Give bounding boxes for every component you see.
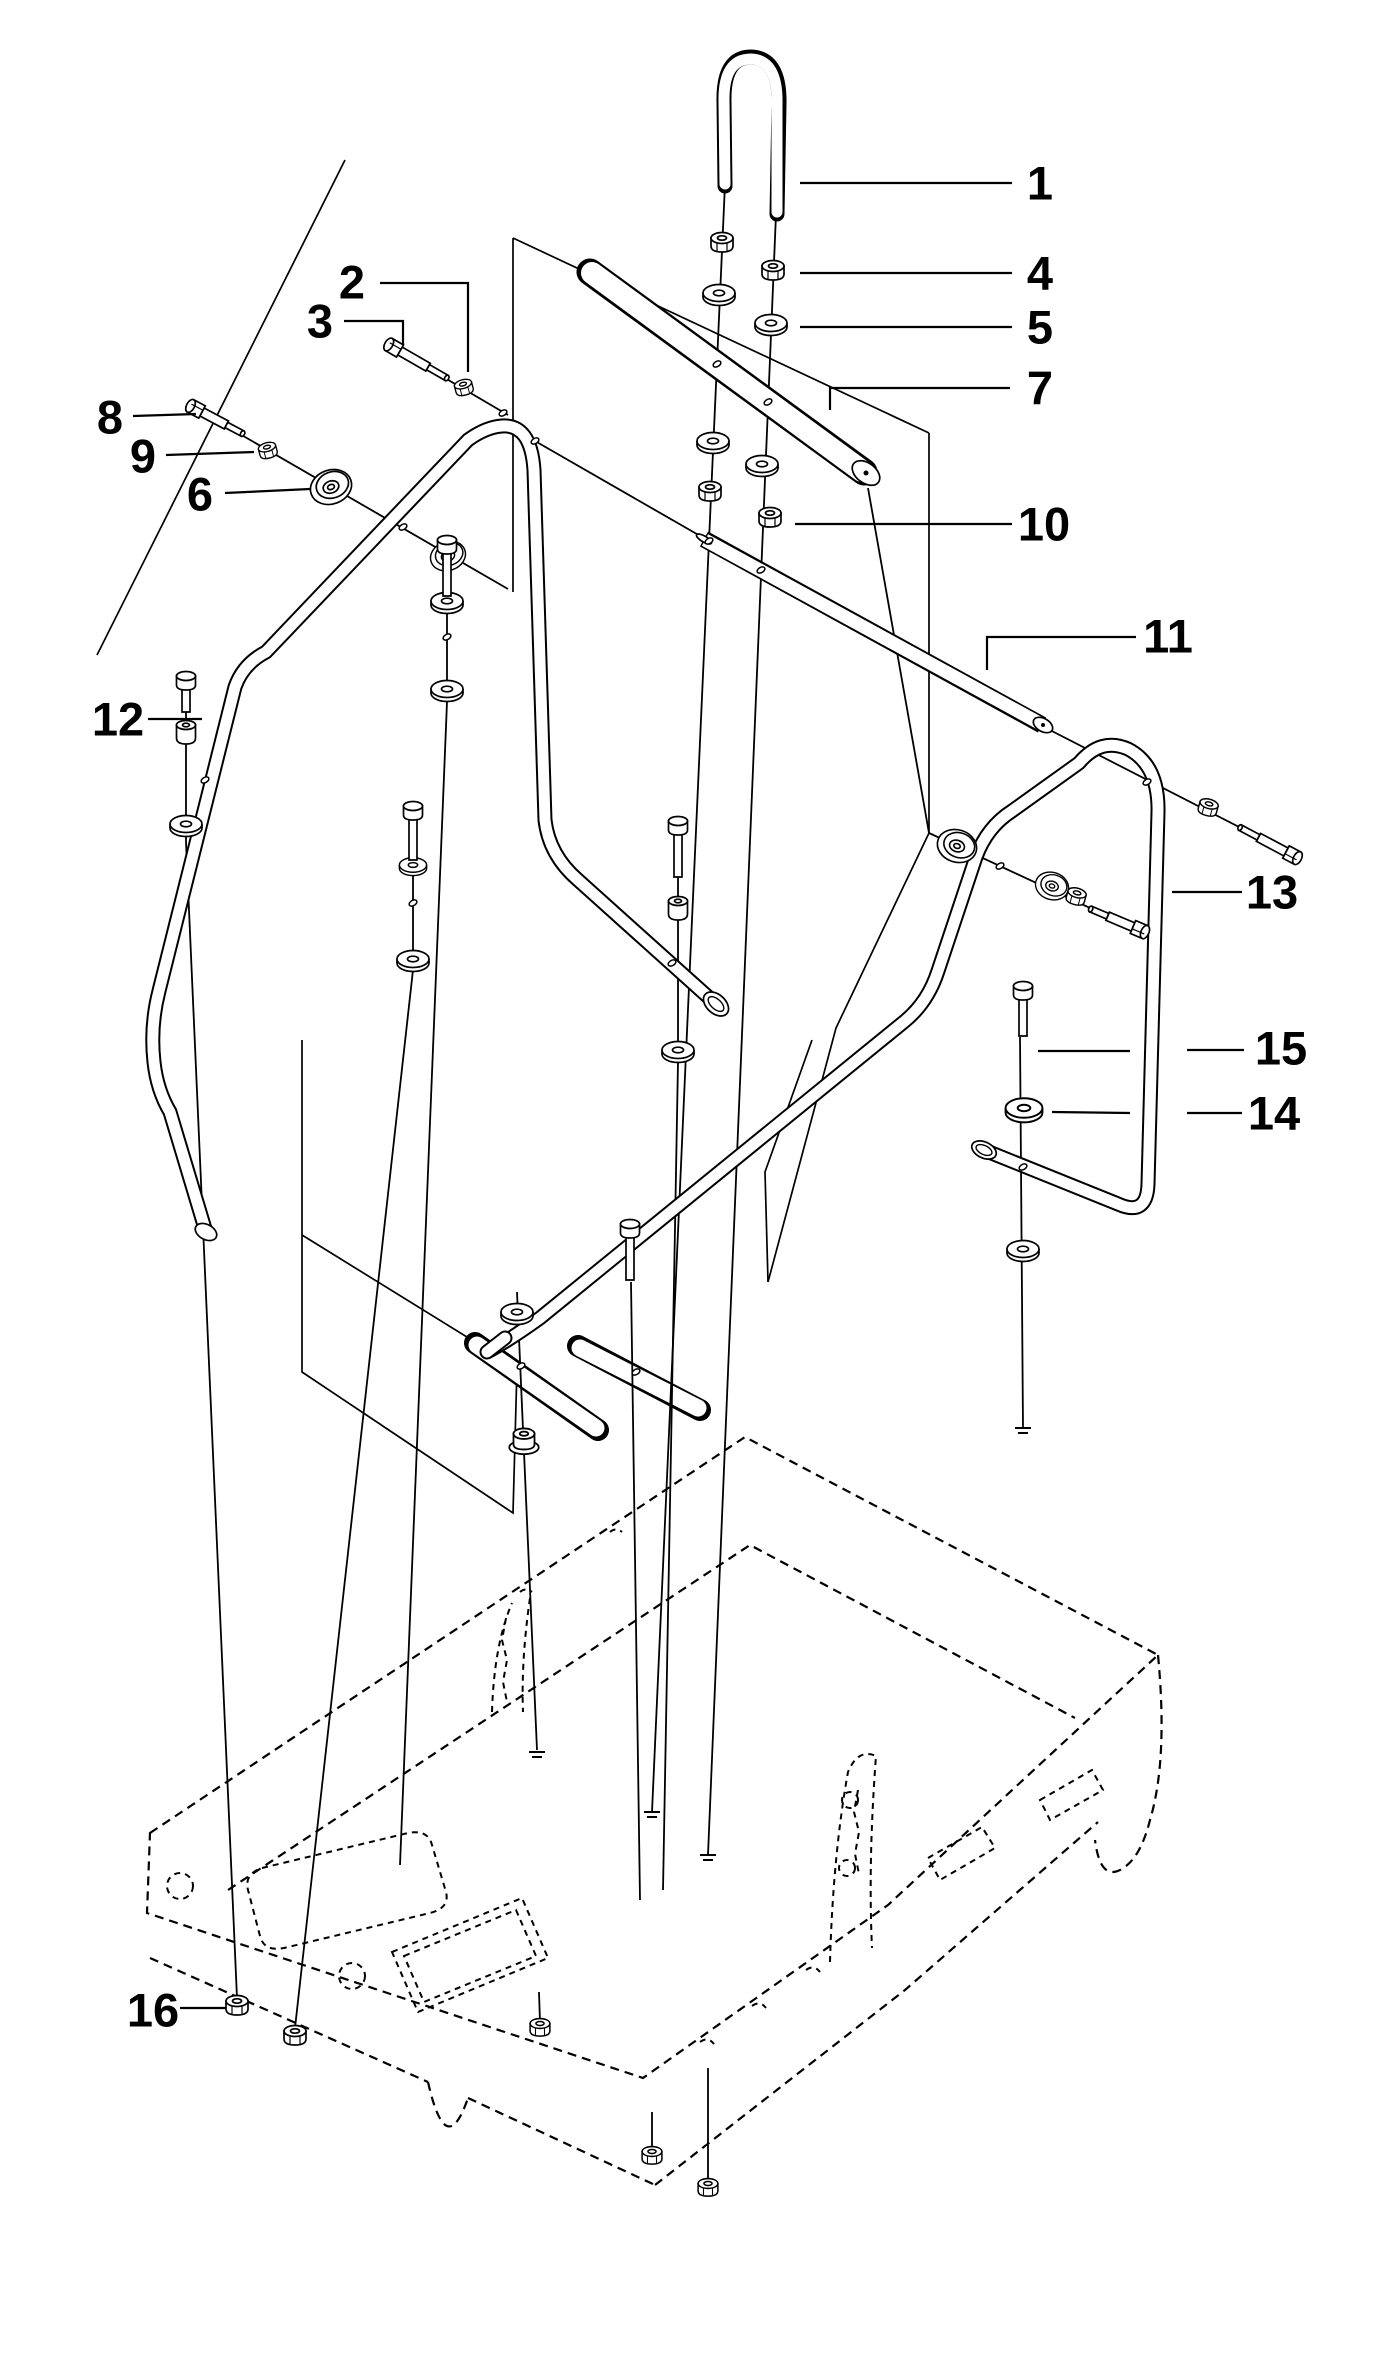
chassis-bracket-left: [492, 1598, 530, 1712]
callout-label-16: 16: [126, 1983, 180, 2037]
callout-leader-2: [380, 283, 468, 372]
callout-leader-6: [225, 489, 310, 493]
chassis-skirt-right: [655, 1822, 1098, 2185]
callout-label-2: 2: [338, 255, 366, 309]
bolt-8: [184, 398, 248, 441]
chassis-deck-outline: [147, 1437, 1158, 2078]
hole: [408, 899, 418, 908]
nut-9: [257, 441, 278, 461]
nut-4a: [711, 233, 733, 253]
washer-14: [1006, 1098, 1043, 1122]
washer-ur: [746, 456, 778, 477]
frames: [153, 426, 1158, 1352]
nut-16: [226, 1996, 248, 2016]
chassis-plate-inner: [404, 1910, 536, 2002]
nut-bottom-4: [642, 2147, 662, 2165]
chassis-skirt-left: [150, 1958, 428, 2082]
nut-bottom-5: [698, 2179, 718, 2197]
tubes: [590, 57, 1055, 736]
callout-label-9: 9: [129, 429, 157, 483]
callout-label-13: 13: [1245, 865, 1299, 919]
axis-col-a: [400, 596, 447, 1865]
callout-label-15: 15: [1254, 1021, 1308, 1075]
bolt-3: [382, 336, 452, 385]
chassis-hole-4: [839, 1860, 855, 1876]
chassis-hole-1: [167, 1873, 193, 1899]
callout-leader-8: [133, 414, 196, 416]
bolt-15: [1014, 982, 1033, 1037]
washer-e2: [1007, 1241, 1039, 1262]
chassis-skirt-front: [468, 2098, 655, 2185]
bolt-b: [669, 817, 688, 878]
callout-label-3: 3: [306, 294, 334, 348]
nut-right-lower: [1065, 886, 1087, 907]
panel-left-edge: [97, 160, 345, 655]
hole: [442, 633, 452, 642]
washer-5b: [755, 315, 787, 336]
nut-10a: [699, 482, 721, 502]
washer-ul: [697, 433, 729, 454]
bolt-d: [404, 802, 423, 861]
chassis-plate-outer: [392, 1898, 548, 2012]
chassis-opening: [247, 1832, 446, 1949]
chassis-plate-r2: [1040, 1770, 1103, 1820]
washer-d2: [397, 951, 429, 972]
bolt-right-lower: [1086, 902, 1151, 940]
axis-col-d: [295, 860, 413, 2028]
callout-label-5: 5: [1026, 300, 1054, 354]
line-end: [644, 1812, 660, 1817]
line-end: [1015, 1428, 1031, 1433]
callout-leader-11: [987, 637, 1136, 670]
washer-a2: [431, 681, 463, 702]
bolt-c: [177, 672, 196, 713]
frame-13-lower-handle: [487, 745, 1158, 1352]
chassis-stub-tubes: [475, 1343, 700, 1430]
line-end: [700, 1855, 716, 1860]
nut-10b: [759, 508, 781, 528]
line-end: [529, 1752, 545, 1757]
hole: [995, 862, 1005, 871]
chassis-foot-left: [428, 2082, 468, 2126]
nut-bottom-2: [284, 2026, 306, 2046]
callout-label-11: 11: [1143, 609, 1193, 663]
axis-tube11-to-frame12: [535, 441, 702, 537]
callout-label-10: 10: [1017, 497, 1071, 551]
spacer-b: [669, 897, 688, 921]
nut-right-upper: [1197, 797, 1219, 818]
callout-label-8: 8: [96, 390, 124, 444]
panel-lower-left: [302, 1040, 517, 1513]
panel-mid-notch: [765, 1040, 812, 1282]
chassis-rail-marks: [520, 1530, 820, 2045]
flange-nut: [509, 1428, 538, 1454]
chassis-plate-r1: [928, 1827, 995, 1880]
washer-f1: [501, 1304, 533, 1325]
grommet-6: [305, 464, 356, 510]
callout-label-6: 6: [186, 467, 214, 521]
line-terminators: [529, 1428, 1031, 1860]
nut-bottom-3: [530, 2019, 550, 2037]
callout-leader-14: [1052, 1112, 1130, 1113]
washer-5a: [703, 285, 735, 306]
chassis-inner-edge: [228, 1545, 1075, 1890]
washer-b2: [662, 1042, 694, 1063]
washer-c2: [170, 816, 202, 837]
callout-label-1: 1: [1026, 156, 1054, 210]
callout-leader-9: [166, 452, 254, 455]
callout-label-4: 4: [1026, 246, 1054, 300]
callout-label-7: 7: [1026, 361, 1054, 415]
chassis-foot-right: [1095, 1655, 1162, 1872]
callout-label-14: 14: [1247, 1086, 1301, 1140]
nut-4b: [762, 261, 784, 281]
spacer-c: [177, 721, 196, 745]
axis-col-e: [1020, 1037, 1023, 1428]
callout-label-12: 12: [91, 692, 145, 746]
bolt-right-upper: [1235, 820, 1304, 866]
